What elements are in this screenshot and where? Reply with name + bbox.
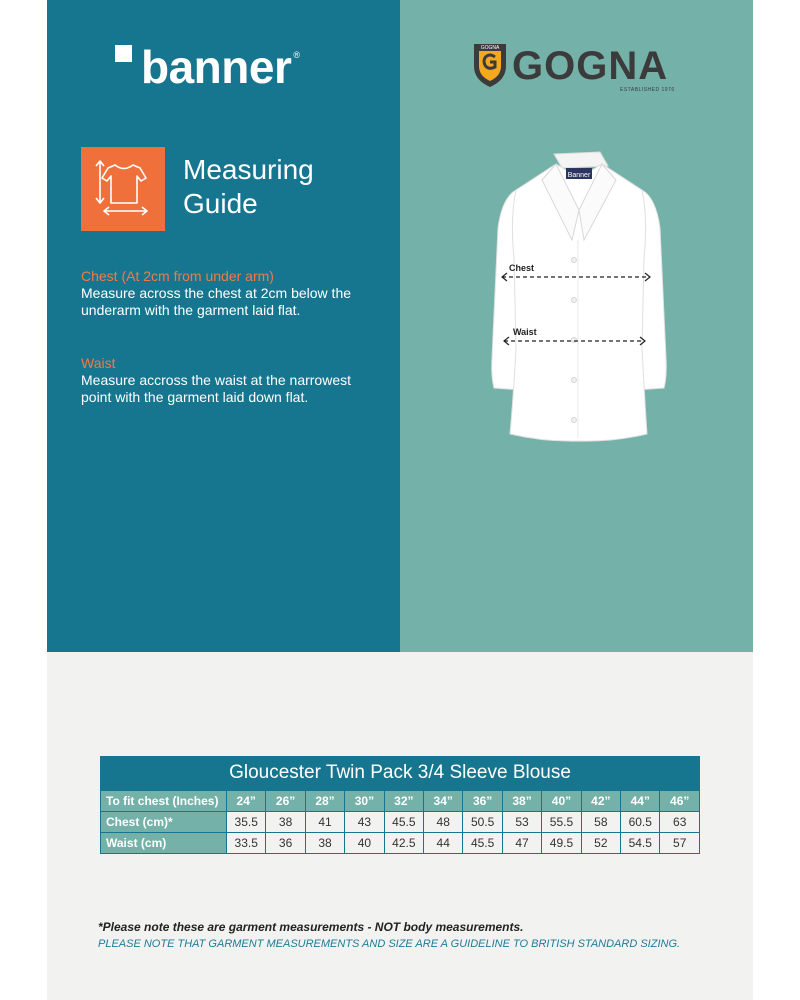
- sizing-note: PLEASE NOTE THAT GARMENT MEASUREMENTS AND SIZE ARE A GUIDELINE TO BRITISH STANDARD SIZING.: [98, 938, 681, 950]
- gogna-badge-text: GOGNA: [480, 45, 500, 51]
- table-cell: 38: [266, 812, 305, 833]
- table-cell: 47: [502, 833, 541, 854]
- banner-logo-text: banner: [141, 41, 292, 93]
- table-cell: 41: [305, 812, 344, 833]
- gogna-logo-text: GOGNA: [512, 44, 669, 88]
- size-header-cell: 36”: [463, 791, 502, 812]
- waist-measure-label: Waist: [513, 327, 537, 337]
- table-cell: 45.5: [463, 833, 502, 854]
- waist-section: [81, 355, 361, 406]
- row-label: Chest (cm)*: [101, 812, 227, 833]
- size-header-cell: 24”: [227, 791, 266, 812]
- shirt-brand-label: Banner: [567, 172, 591, 179]
- waist-description: Measure accross the waist at the narrowest point with the garment laid down flat.: [81, 372, 352, 405]
- table-cell: 36: [266, 833, 305, 854]
- size-header-row: [101, 791, 700, 812]
- garment-note: *Please note these are garment measurements - NOT body measurements.: [98, 920, 524, 934]
- guide-title-line1: Measuring: [183, 154, 314, 185]
- table-cell: 35.5: [227, 812, 266, 833]
- size-header-cell: 40”: [542, 791, 581, 812]
- table-cell: 45.5: [384, 812, 423, 833]
- chest-heading: Chest (At 2cm from under arm): [81, 268, 274, 284]
- table-cell: 55.5: [542, 812, 581, 833]
- size-header-cell: 46”: [660, 791, 700, 812]
- size-header-cell: 44”: [621, 791, 660, 812]
- waist-heading: Waist: [81, 355, 116, 371]
- size-chart-title: Gloucester Twin Pack 3/4 Sleeve Blouse: [100, 756, 700, 790]
- page: [47, 0, 753, 1000]
- size-header-label: To fit chest (Inches): [101, 791, 227, 812]
- guide-title: [183, 153, 314, 221]
- gogna-logo: [470, 40, 710, 96]
- size-header-cell: 42”: [581, 791, 620, 812]
- size-header-cell: 34”: [424, 791, 463, 812]
- size-header-cell: 30”: [345, 791, 384, 812]
- table-row: [101, 833, 700, 854]
- table-cell: 48: [424, 812, 463, 833]
- table-cell: 44: [424, 833, 463, 854]
- banner-logo-square: [115, 45, 132, 62]
- registered-mark: ®: [293, 50, 301, 60]
- table-cell: 49.5: [542, 833, 581, 854]
- gogna-established: ESTABLISHED 1976: [620, 87, 675, 93]
- table-cell: 43: [345, 812, 384, 833]
- table-cell: 63: [660, 812, 700, 833]
- size-header-cell: 28”: [305, 791, 344, 812]
- table-cell: 58: [581, 812, 620, 833]
- size-header-cell: 26”: [266, 791, 305, 812]
- size-header-cell: 38”: [502, 791, 541, 812]
- row-label: Waist (cm): [101, 833, 227, 854]
- table-row: [101, 812, 700, 833]
- blouse-diagram: [444, 148, 714, 448]
- guide-title-line2: Guide: [183, 188, 258, 219]
- chest-description: Measure across the chest at 2cm below the underarm with the garment laid flat.: [81, 285, 352, 318]
- chest-section: [81, 268, 361, 319]
- table-cell: 40: [345, 833, 384, 854]
- table-cell: 50.5: [463, 812, 502, 833]
- size-chart: [100, 756, 700, 854]
- table-cell: 38: [305, 833, 344, 854]
- gogna-shield-icon: [470, 40, 510, 90]
- size-header-cell: 32”: [384, 791, 423, 812]
- banner-logo: [115, 41, 301, 93]
- table-cell: 54.5: [621, 833, 660, 854]
- size-chart-table: [100, 790, 700, 854]
- right-panel: [400, 0, 753, 652]
- table-cell: 57: [660, 833, 700, 854]
- shirt-measure-icon: [81, 147, 165, 231]
- table-cell: 52: [581, 833, 620, 854]
- chest-measure-label: Chest: [509, 263, 535, 273]
- table-cell: 33.5: [227, 833, 266, 854]
- table-cell: 53: [502, 812, 541, 833]
- left-panel: [47, 0, 400, 652]
- table-cell: 60.5: [621, 812, 660, 833]
- table-cell: 42.5: [384, 833, 423, 854]
